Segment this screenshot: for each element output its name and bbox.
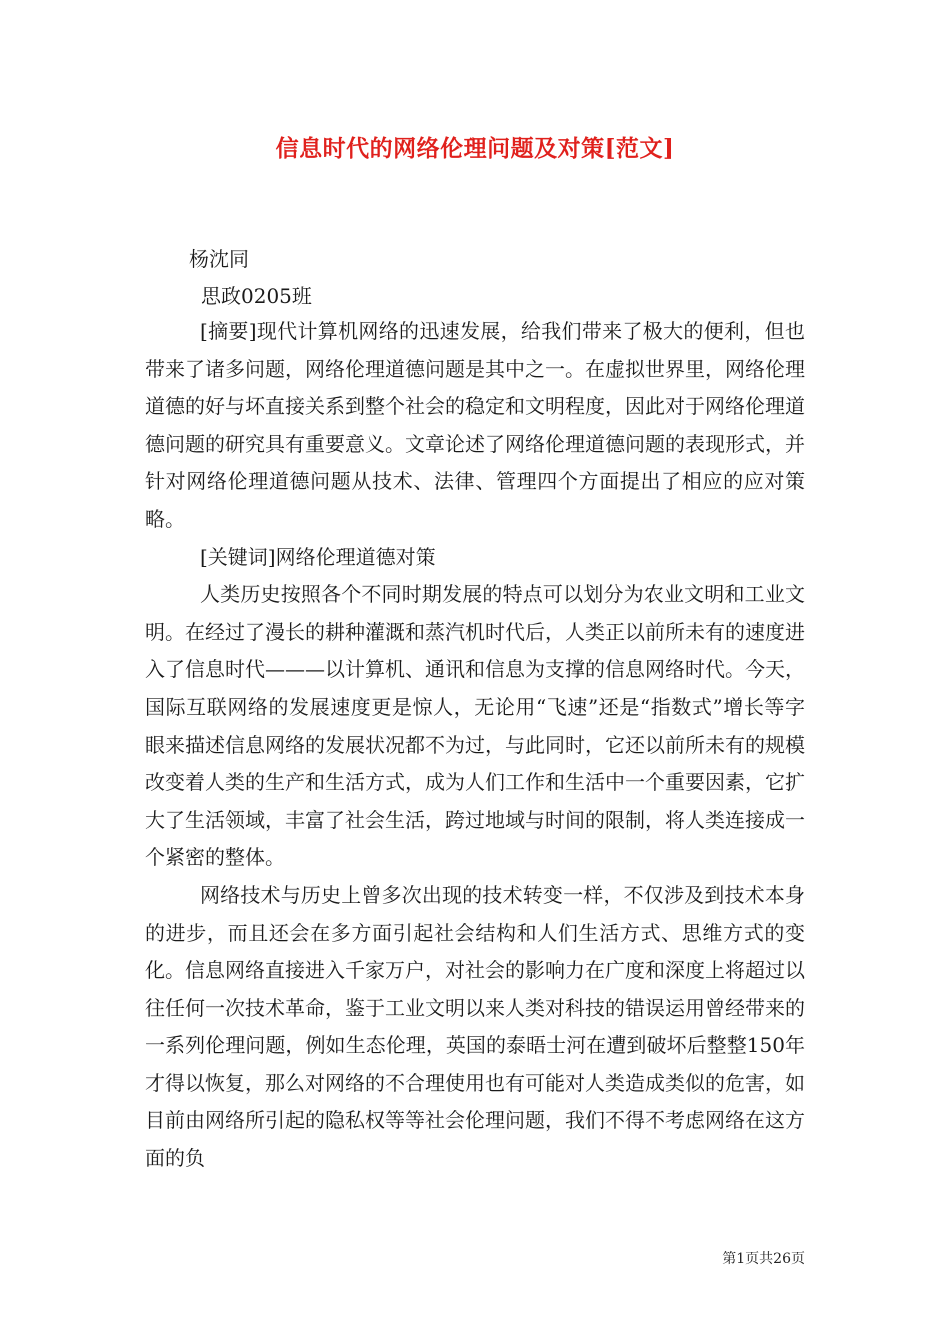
keywords-paragraph: [关键词]网络伦理道德对策 <box>200 544 436 569</box>
document-title: 信息时代的网络伦理问题及对策[范文] <box>275 135 675 162</box>
author-name: 杨沈同 <box>189 247 249 271</box>
document-body <box>145 313 805 1178</box>
body-paragraph: 网络技术与历史上曾多次出现的技术转变一样，不仅涉及到技术本身的进步，而且还会在多方面引起社会结构和人们生活方式、思维方式的变化。信息网络直接进入千家万户，对社会的影响力在广度和深度上将超过以往任何一次技术革命，鉴于工业文明以来人类对科技的错误运用曾经带来的一系列伦理问题，例如生态伦理，英国的泰晤士河在遭到破坏后整整150年才得以恢复，那么对网络的不合理使用也有可能对人类造成类似的危害，如目前由网络所引起的隐私权等等社会伦理问题，我们不得不考虑网络在这方面的负 <box>145 882 805 1171</box>
body-paragraph: 人类历史按照各个不同时期发展的特点可以划分为农业文明和工业文明。在经过了漫长的耕种灌溉和蒸汽机时代后，人类正以前所未有的速度进入了信息时代———以计算机、通讯和信息为支撑的信息网络时代。今天，国际互联网络的发展速度更是惊人，无论用“飞速”还是“指数式”增长等字眼来描述信息网络的发展状况都不为过，与此同时，它还以前所未有的规模改变着人类的生产和生活方式，成为人们工作和生活中一个重要因素，它扩大了生活领域，丰富了社会生活，跨过地域与时间的限制，将人类连接成一个紧密的整体。 <box>145 582 805 870</box>
class-info: 思政0205班 <box>201 284 312 308</box>
page-number: 第1页共26页 <box>722 1251 805 1267</box>
abstract-paragraph: [摘要]现代计算机网络的迅速发展，给我们带来了极大的便利，但也带来了诸多问题，网络伦理道德问题是其中之一。在虚拟世界里，网络伦理道德的好与坏直接关系到整个社会的稳定和文明程度，因此对于网络伦理道德问题的研究具有重要意义。文章论述了网络伦理道德问题的表现形式，并针对网络伦理道德问题从技术、法律、管理四个方面提出了相应的应对策略。 <box>145 319 805 531</box>
